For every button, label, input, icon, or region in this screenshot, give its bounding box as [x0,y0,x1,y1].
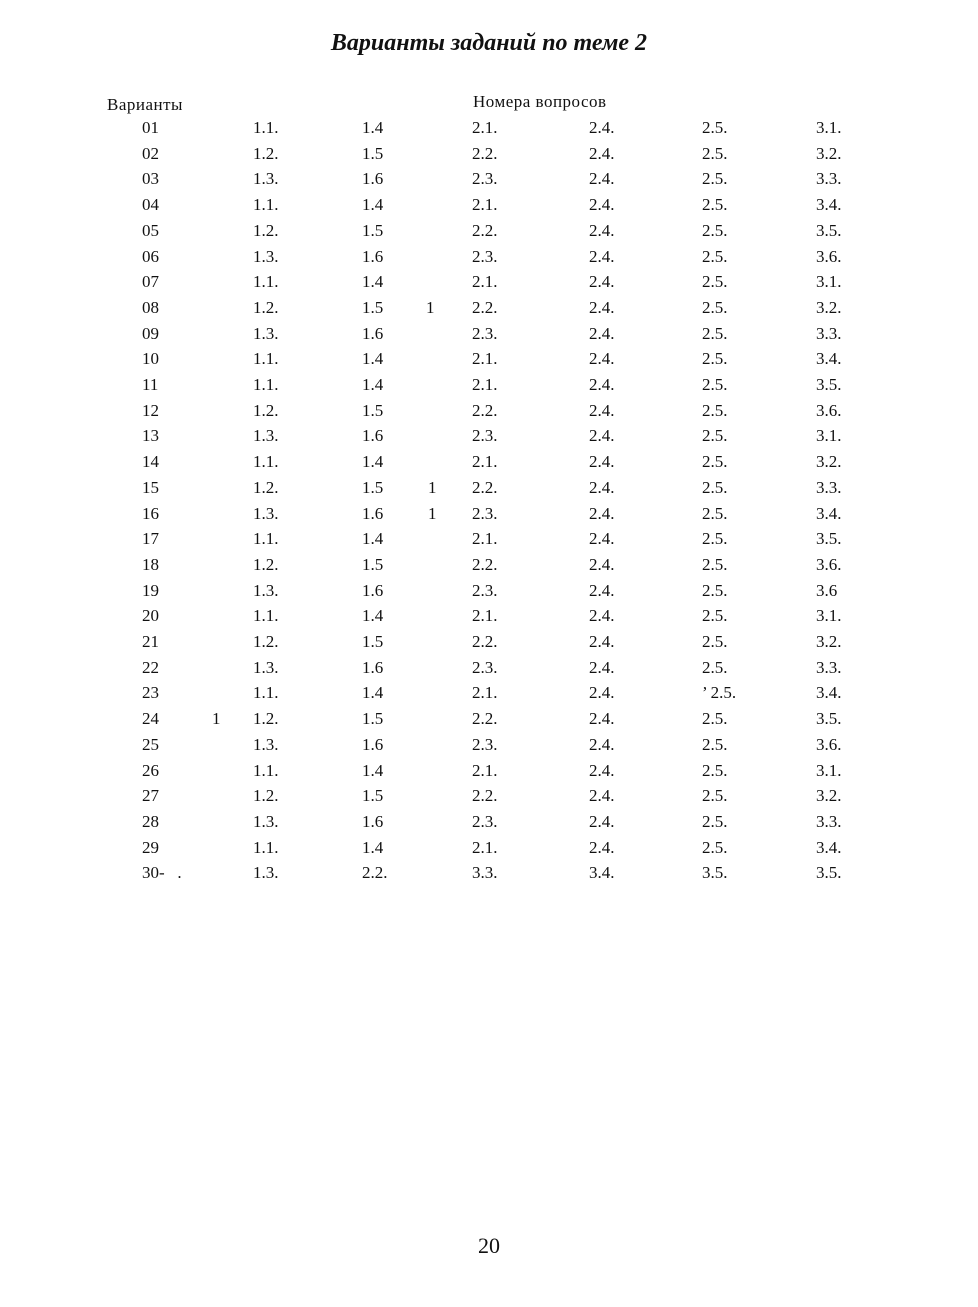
question-3: 2.1. [472,606,498,626]
question-1: 1.1. [253,349,279,369]
question-1: 1.1. [253,683,279,703]
question-2: 1.5 [362,477,384,497]
question-4: 2.4. [589,195,615,215]
question-4: 2.4. [589,786,615,806]
question-2: 1.5 [362,297,384,317]
question-2: 1.4 [362,375,384,394]
question-1: 1.1. [253,606,279,626]
question-4: 2.4. [589,297,615,317]
question-1: 1.3. [253,657,279,677]
question-2: 1.4 [362,683,384,703]
question-2: 1.5 [362,554,384,574]
question-4: 2.4. [589,426,615,446]
question-1: 1.1. [253,195,279,215]
variant-number: 07 [142,272,159,292]
question-4: 2.4. [589,554,615,574]
table-row [0,708,978,734]
question-3: 2.3. [472,246,498,266]
table-row [0,862,978,888]
question-5: ’ 2.5. [702,683,737,703]
question-2: 1.6 [362,426,384,446]
question-4: 2.4. [589,143,615,163]
question-6: 3.2. [816,786,842,806]
question-1: 1.1. [253,837,279,857]
question-3: 2.3. [472,323,498,343]
question-6: 3.1. [816,760,842,780]
table-row [0,785,978,811]
question-3: 2.2. [472,632,498,651]
page-title: Варианты заданий по теме 2 [330,30,648,56]
question-5: 2.5. [702,349,728,369]
question-5: 2.5. [702,811,728,831]
question-5: 2.5. [702,118,728,137]
variant-number: 04 [142,195,159,215]
question-3: 2.2. [472,297,498,317]
question-3: 2.1. [472,760,498,780]
question-2: 1.5 [362,632,384,651]
question-5: 2.5. [702,837,728,857]
question-5: 2.5. [702,529,728,549]
table-row [0,117,978,143]
question-3: 2.2. [472,400,498,420]
question-3: 2.3. [472,580,498,600]
variant-number: 03 [142,169,159,189]
question-6: 3.1. [816,118,842,137]
question-4: 2.4. [589,683,615,703]
table-row [0,348,978,374]
question-1: 1.1. [253,375,279,394]
question-3: 2.3. [472,734,498,754]
question-3: 2.2. [472,143,498,163]
question-2: 1.5 [362,143,384,163]
question-6: 3.4. [816,837,842,857]
question-6: 3.1. [816,606,842,626]
variant-number: 27 [142,786,159,806]
question-5: 2.5. [702,323,728,343]
question-5: 2.5. [702,272,728,292]
table-row [0,220,978,246]
question-2: 1.5 [362,709,384,729]
question-1: 1.2. [253,632,279,651]
question-3: 2.3. [472,426,498,446]
question-5: 3.5. [702,863,728,883]
table-row [0,631,978,657]
question-5: 2.5. [702,452,728,472]
table-row [0,682,978,708]
variant-number: 14 [142,452,159,472]
question-2: 1.4 [362,606,384,626]
question-1: 1.3. [253,426,279,446]
question-6: 3.3. [816,811,842,831]
table-row [0,271,978,297]
question-4: 3.4. [589,863,615,883]
table-row [0,374,978,400]
table-row [0,477,978,503]
question-6: 3.3. [816,323,842,343]
variant-number: 18 [142,554,159,574]
question-5: 2.5. [702,709,728,729]
variant-number: 11 [142,375,159,394]
question-3: 2.3. [472,811,498,831]
question-2: 1.6 [362,323,384,343]
question-5: 2.5. [702,426,728,446]
question-5: 2.5. [702,297,728,317]
question-6: 3.2. [816,632,842,651]
variant-number: 10 [142,349,159,369]
margin-mark: 1 [428,503,437,523]
question-1: 1.3. [253,169,279,189]
table-row [0,734,978,760]
question-2: 1.4 [362,195,384,215]
question-5: 2.5. [702,195,728,215]
question-1: 1.1. [253,452,279,472]
question-3: 2.1. [472,683,498,703]
question-1: 1.3. [253,580,279,600]
question-5: 2.5. [702,580,728,600]
question-3: 2.3. [472,503,498,523]
question-6: 3.2. [816,143,842,163]
question-4: 2.4. [589,477,615,497]
question-2: 1.4 [362,529,384,549]
question-1: 1.2. [253,297,279,317]
variant-number: 23 [142,683,159,703]
variants-column-label: Варианты [107,95,183,114]
table-row [0,554,978,580]
question-2: 1.6 [362,580,384,600]
question-3: 2.2. [472,786,498,806]
question-5: 2.5. [702,760,728,780]
question-4: 2.4. [589,118,615,137]
question-2: 1.5 [362,400,384,420]
question-6: 3.2. [816,297,842,317]
variant-number: 02 [142,143,159,163]
question-6: 3.1. [816,426,842,446]
question-4: 2.4. [589,632,615,651]
variant-number: 05 [142,220,159,240]
question-4: 2.4. [589,837,615,857]
question-4: 2.4. [589,657,615,677]
question-5: 2.5. [702,606,728,626]
question-2: 1.4 [362,760,384,780]
variant-number: 25 [142,734,159,754]
question-2: 1.4 [362,349,384,369]
question-1: 1.3. [253,863,279,883]
question-6: 3.5. [816,375,842,394]
question-1: 1.1. [253,760,279,780]
question-4: 2.4. [589,734,615,754]
question-4: 2.4. [589,760,615,780]
question-3: 2.2. [472,477,498,497]
question-4: 2.4. [589,400,615,420]
question-6: 3.5. [816,709,842,729]
question-2: 1.6 [362,503,384,523]
question-6: 3.2. [816,452,842,472]
question-4: 2.4. [589,452,615,472]
table-row [0,400,978,426]
variant-number: 09 [142,323,159,343]
question-2: 1.5 [362,220,384,240]
question-4: 2.4. [589,529,615,549]
question-5: 2.5. [702,169,728,189]
question-1: 1.2. [253,143,279,163]
table-row [0,425,978,451]
question-1: 1.2. [253,400,279,420]
question-1: 1.1. [253,118,279,137]
question-2: 1.4 [362,452,384,472]
table-row [0,580,978,606]
question-6: 3.3. [816,169,842,189]
question-2: 2.2. [362,863,388,883]
variant-number: 24 [142,709,159,729]
question-3: 2.1. [472,529,498,549]
variant-number: 15 [142,477,159,497]
question-4: 2.4. [589,811,615,831]
variant-number: 30- . [142,863,182,883]
question-3: 2.1. [472,118,498,137]
table-row [0,503,978,529]
question-1: 1.2. [253,554,279,574]
questions-column-label: Номера вопросов [473,92,607,111]
question-1: 1.3. [253,246,279,266]
question-4: 2.4. [589,169,615,189]
margin-mark: 1 [426,297,435,317]
question-6: 3.1. [816,272,842,292]
variant-number: 06 [142,246,159,266]
question-2: 1.6 [362,246,384,266]
table-row [0,657,978,683]
table-row [0,194,978,220]
table-row [0,528,978,554]
question-6: 3.3. [816,657,842,677]
question-6: 3.5. [816,863,842,883]
question-3: 2.2. [472,709,498,729]
question-1: 1.3. [253,734,279,754]
variant-number: 29 [142,837,159,857]
question-3: 2.2. [472,554,498,574]
table-row [0,811,978,837]
question-1: 1.1. [253,272,279,292]
question-6: 3.6. [816,734,842,754]
variant-number: 08 [142,297,159,317]
question-6: 3.6. [816,554,842,574]
question-4: 2.4. [589,503,615,523]
question-3: 2.3. [472,169,498,189]
question-4: 2.4. [589,220,615,240]
question-4: 2.4. [589,580,615,600]
question-3: 2.3. [472,657,498,677]
question-1: 1.2. [253,786,279,806]
question-3: 3.3. [472,863,498,883]
question-2: 1.6 [362,169,384,189]
variant-number: 21 [142,632,159,651]
question-1: 1.3. [253,323,279,343]
question-1: 1.2. [253,477,279,497]
question-6: 3.4. [816,195,842,215]
question-2: 1.5 [362,786,384,806]
variant-number: 12 [142,400,159,420]
question-6: 3.4. [816,349,842,369]
question-5: 2.5. [702,400,728,420]
table-row [0,246,978,272]
question-6: 3.5. [816,220,842,240]
question-3: 2.1. [472,452,498,472]
table-row [0,143,978,169]
question-6: 3.4. [816,503,842,523]
question-5: 2.5. [702,220,728,240]
variant-number: 28 [142,811,159,831]
table-row [0,451,978,477]
table-row [0,760,978,786]
question-1: 1.1. [253,529,279,549]
question-1: 1.3. [253,503,279,523]
page-number: 20 [478,1233,500,1258]
question-1: 1.3. [253,811,279,831]
question-6: 3.5. [816,529,842,549]
question-3: 2.2. [472,220,498,240]
question-2: 1.6 [362,657,384,677]
question-4: 2.4. [589,375,615,394]
question-5: 2.5. [702,632,728,651]
question-6: 3.3. [816,477,842,497]
question-6: 3.6 [816,580,838,600]
question-5: 2.5. [702,734,728,754]
question-2: 1.6 [362,734,384,754]
question-3: 2.1. [472,837,498,857]
question-4: 2.4. [589,606,615,626]
question-3: 2.1. [472,272,498,292]
question-6: 3.6. [816,246,842,266]
question-5: 2.5. [702,657,728,677]
question-5: 2.5. [702,375,728,394]
question-5: 2.5. [702,143,728,163]
question-5: 2.5. [702,477,728,497]
variant-number: 20 [142,606,159,626]
question-5: 2.5. [702,554,728,574]
margin-mark: 1 [428,477,437,497]
variant-number: 01 [142,118,159,137]
question-1: 1.2. [253,709,279,729]
question-4: 2.4. [589,272,615,292]
variant-number: 19 [142,580,159,600]
question-4: 2.4. [589,246,615,266]
question-3: 2.1. [472,349,498,369]
table-row [0,605,978,631]
table-row [0,297,978,323]
question-2: 1.4 [362,272,384,292]
variant-number: 17 [142,529,159,549]
question-5: 2.5. [702,246,728,266]
question-6: 3.4. [816,683,842,703]
question-2: 1.6 [362,811,384,831]
question-4: 2.4. [589,349,615,369]
question-1: 1.2. [253,220,279,240]
variant-number: 26 [142,760,159,780]
question-2: 1.4 [362,118,384,137]
question-3: 2.1. [472,375,498,394]
variant-number: 13 [142,426,159,446]
question-3: 2.1. [472,195,498,215]
question-2: 1.4 [362,837,384,857]
question-5: 2.5. [702,786,728,806]
table-row [0,168,978,194]
question-6: 3.6. [816,400,842,420]
question-4: 2.4. [589,323,615,343]
table-row [0,837,978,863]
question-5: 2.5. [702,503,728,523]
table-row [0,323,978,349]
question-4: 2.4. [589,709,615,729]
variant-number: 22 [142,657,159,677]
margin-mark: 1 [212,709,221,729]
variant-number: 16 [142,503,159,523]
